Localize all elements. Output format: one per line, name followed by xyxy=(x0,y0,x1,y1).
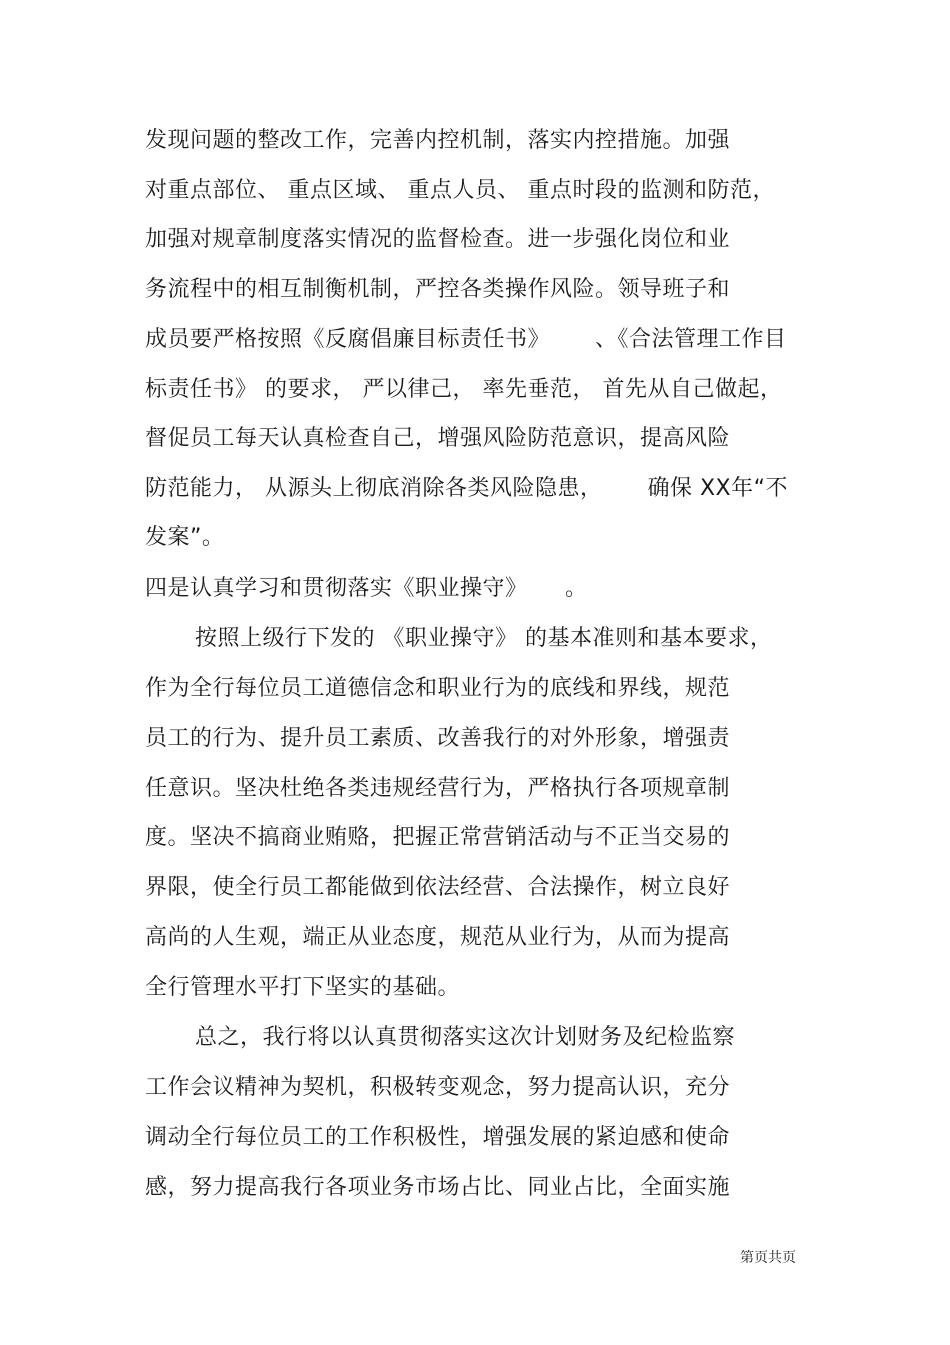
page-footer: 第页共页 xyxy=(740,1250,796,1266)
text-line: 成员要严格按照《反腐倡廉目标责任书》 、《合法管理工作目 xyxy=(145,327,787,352)
text-line: 作为全行每位员工道德信念和职业行为的底线和界线，规范 xyxy=(145,676,731,701)
text-line: 工作会议精神为契机，积极转变观念，努力提高认识，充分 xyxy=(145,1075,731,1100)
text-line: 度。坚决不搞商业贿赂，把握正常营销活动与不正当交易的 xyxy=(145,825,731,850)
text-line: 全行管理水平打下坚实的基础。 xyxy=(145,975,461,1000)
paragraph-first-line: 总之，我行将以认真贯彻落实这次计划财务及纪检监察 xyxy=(195,1025,736,1050)
text-line: 任意识。坚决杜绝各类违规经营行为，严格执行各项规章制 xyxy=(145,776,731,801)
text-line: 发现问题的整改工作，完善内控机制，落实内控措施。加强 xyxy=(145,128,731,153)
text-line: 加强对规章制度落实情况的监督检查。进一步强化岗位和业 xyxy=(145,227,731,252)
text-line: 标责任书》 的要求， 严以律己， 率先垂范， 首先从自己做起， xyxy=(145,377,783,402)
text-line: 感，努力提高我行各项业务市场占比、同业占比，全面实施 xyxy=(145,1175,731,1200)
text-line: 对重点部位、 重点区域、 重点人员、 重点时段的监测和防范， xyxy=(145,178,775,203)
paragraph-first-line: 按照上级行下发的 《职业操守》 的基本准则和基本要求， xyxy=(195,626,773,651)
text-line: 防范能力， 从源头上彻底消除各类风险隐患， 确保 XX年“不 xyxy=(145,476,788,501)
text-line: 务流程中的相互制衡机制，严控各类操作风险。领导班子和 xyxy=(145,277,731,302)
text-line: 员工的行为、提升员工素质、改善我行的对外形象，增强责 xyxy=(145,726,731,751)
text-line: 高尚的人生观，端正从业态度，规范从业行为，从而为提高 xyxy=(145,925,731,950)
text-line: 发案”。 xyxy=(145,525,225,550)
section-heading: 四是认真学习和贯彻落实《职业操守》 。 xyxy=(145,576,588,601)
text-line: 界限，使全行员工都能做到依法经营、合法操作，树立良好 xyxy=(145,875,731,900)
text-line: 督促员工每天认真检查自己，增强风险防范意识，提高风险 xyxy=(145,426,731,451)
text-line: 调动全行每位员工的工作积极性，增强发展的紧迫感和使命 xyxy=(145,1125,731,1150)
